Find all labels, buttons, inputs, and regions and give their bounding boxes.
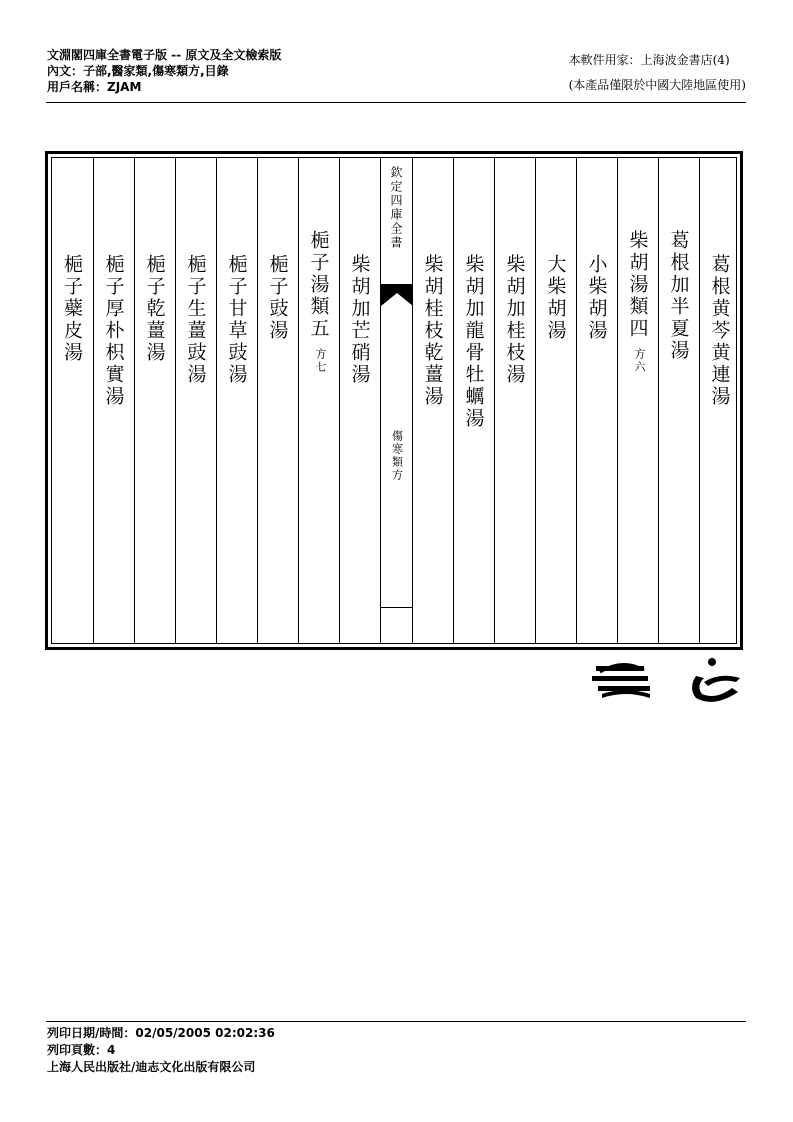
column-text: 柴胡加桂枝湯 (503, 254, 526, 386)
license-region: (本產品僅限於中國大陸地區使用) (568, 78, 746, 92)
text-column (494, 158, 535, 643)
header-divider (46, 102, 746, 103)
footer (47, 1025, 275, 1076)
text-column (175, 158, 216, 643)
column-text: 梔子湯類五 (307, 230, 330, 340)
column-text: 柴胡加芒硝湯 (348, 254, 371, 386)
column-text: 柴胡桂枝乾薑湯 (421, 254, 444, 408)
column-text: 葛根黄芩黄連湯 (708, 254, 731, 408)
book-page (45, 151, 743, 650)
center-fold-column (380, 158, 412, 643)
print-datetime: 列印日期/時間：02/05/2005 02:02:36 (47, 1026, 275, 1040)
header-right (569, 48, 746, 98)
text-column (298, 158, 339, 643)
fishtail-mark-icon (381, 284, 413, 306)
center-book-title: 欽定四庫全書 (389, 166, 403, 250)
center-section-title: 傷寒類方 (390, 430, 404, 482)
column-text: 葛根加半夏湯 (667, 230, 690, 362)
column-note: 方七 (314, 348, 327, 374)
column-text: 大柴胡湯 (544, 254, 567, 342)
text-column (535, 158, 576, 643)
header-title: 文淵閣四庫全書電子版 -- 原文及全文檢索版 (47, 48, 282, 62)
column-text: 梔子甘草豉湯 (225, 254, 248, 386)
column-text: 梔子生薑豉湯 (184, 254, 207, 386)
text-column (658, 158, 699, 643)
publisher-logo-icon (592, 652, 744, 710)
print-page-count: 列印頁數：4 (47, 1043, 116, 1057)
column-text: 梔子蘗皮湯 (61, 254, 83, 364)
publisher-credit: 上海人民出版社/迪志文化出版有限公司 (47, 1060, 256, 1074)
column-text: 小柴胡湯 (585, 254, 608, 342)
license-user: 本軟件用家：上海波金書店(4) (568, 53, 730, 67)
text-column (257, 158, 298, 643)
column-text: 柴胡湯類四 (626, 230, 649, 340)
center-rule (381, 607, 412, 608)
text-column (52, 158, 93, 643)
text-column (617, 158, 658, 643)
text-column (412, 158, 453, 643)
book-page-inner (51, 157, 737, 644)
header-content-path: 內文：子部,醫家類,傷寒類方,目錄 (47, 64, 229, 78)
footer-divider (46, 1021, 746, 1022)
header-username: 用戶名稱：ZJAM (47, 80, 142, 94)
column-text: 梔子豉湯 (266, 254, 289, 342)
column-note: 方六 (633, 348, 646, 374)
text-column (576, 158, 617, 643)
text-column (216, 158, 257, 643)
text-column (134, 158, 175, 643)
text-column (453, 158, 494, 643)
text-column (93, 158, 134, 643)
column-text: 梔子乾薑湯 (143, 254, 166, 364)
column-text: 梔子厚朴枳實湯 (102, 254, 125, 408)
text-column (699, 158, 740, 643)
header-left (47, 47, 281, 95)
column-text: 柴胡加龍骨牡蠣湯 (462, 254, 485, 430)
text-column (339, 158, 380, 643)
